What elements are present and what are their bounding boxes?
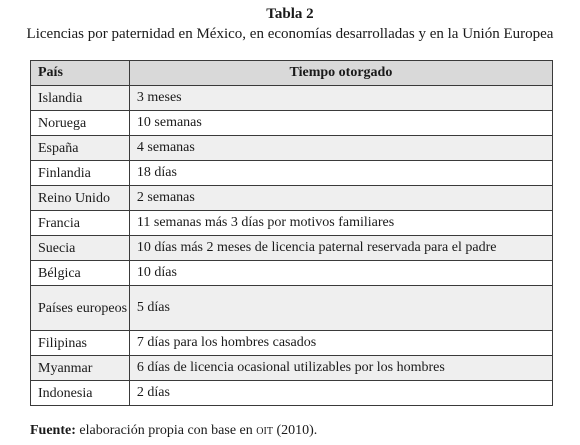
time-cell: 10 días más 2 meses de licencia paternal reservada para el padre bbox=[129, 236, 552, 261]
country-cell: Suecia bbox=[31, 236, 130, 261]
source-note bbox=[30, 423, 317, 439]
table-row bbox=[31, 356, 553, 381]
time-cell: 7 días para los hombres casados bbox=[129, 331, 552, 356]
time-cell: 10 días bbox=[129, 261, 552, 286]
column-header-time: Tiempo otorgado bbox=[129, 61, 552, 86]
source-text-after: (2010). bbox=[272, 423, 318, 438]
source-text-before: elaboración propia con base en bbox=[75, 423, 257, 438]
country-cell: Francia bbox=[31, 211, 130, 236]
time-cell: 11 semanas más 3 días por motivos familiares bbox=[129, 211, 552, 236]
country-cell: Reino Unido bbox=[31, 186, 130, 211]
paternity-leave-table bbox=[30, 60, 553, 406]
column-header-country: País bbox=[31, 61, 130, 86]
table-row bbox=[31, 186, 553, 211]
table-row bbox=[31, 331, 553, 356]
table-row bbox=[31, 261, 553, 286]
table-row bbox=[31, 111, 553, 136]
time-cell: 3 meses bbox=[129, 86, 552, 111]
country-cell: Indonesia bbox=[31, 381, 130, 406]
table-caption: Licencias por paternidad en México, en economías desarrolladas y en la Unión Europea bbox=[26, 26, 554, 42]
time-cell: 18 días bbox=[129, 161, 552, 186]
table-row bbox=[31, 161, 553, 186]
source-abbreviation: oit bbox=[256, 423, 273, 438]
table-title: Tabla 2 bbox=[266, 6, 314, 22]
time-cell: 10 semanas bbox=[129, 111, 552, 136]
time-cell: 5 días bbox=[129, 286, 552, 331]
country-cell: Islandia bbox=[31, 86, 130, 111]
time-cell: 2 semanas bbox=[129, 186, 552, 211]
country-cell: Filipinas bbox=[31, 331, 130, 356]
country-cell: Países europeos bbox=[31, 286, 130, 331]
table-row bbox=[31, 136, 553, 161]
country-cell: Noruega bbox=[31, 111, 130, 136]
table-row bbox=[31, 211, 553, 236]
table-header-row bbox=[31, 61, 553, 86]
country-cell: Bélgica bbox=[31, 261, 130, 286]
table-row bbox=[31, 286, 553, 331]
country-cell: Myanmar bbox=[31, 356, 130, 381]
country-cell: Finlandia bbox=[31, 161, 130, 186]
country-cell: España bbox=[31, 136, 130, 161]
source-label: Fuente: bbox=[30, 423, 76, 438]
table-row bbox=[31, 236, 553, 261]
table-row bbox=[31, 86, 553, 111]
table-row bbox=[31, 381, 553, 406]
time-cell: 4 semanas bbox=[129, 136, 552, 161]
time-cell: 6 días de licencia ocasional utilizables por los hombres bbox=[129, 356, 552, 381]
time-cell: 2 días bbox=[129, 381, 552, 406]
